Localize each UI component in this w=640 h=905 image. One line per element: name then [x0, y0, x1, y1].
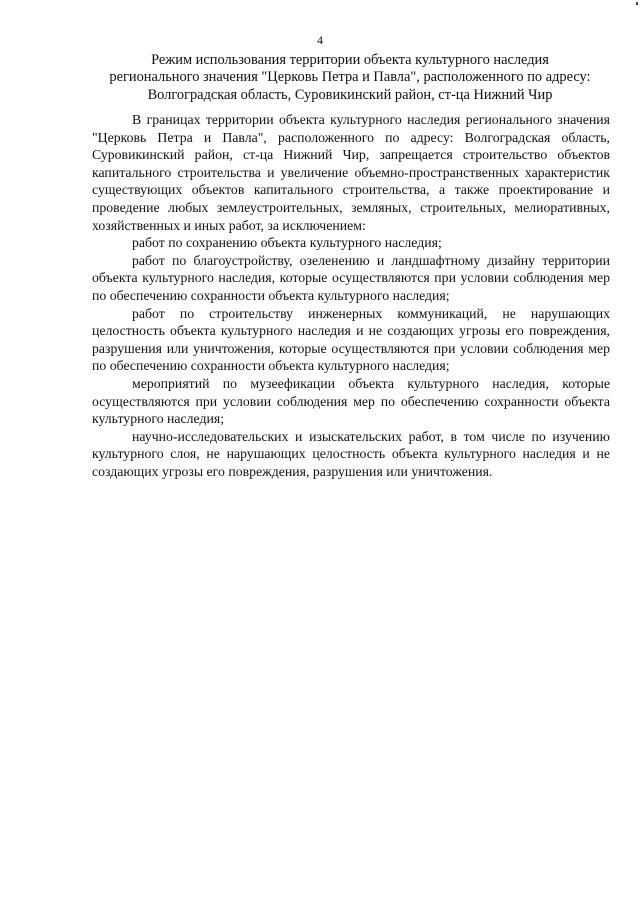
paragraph-exception-2: работ по благоустройству, озеленению и ландшафтному дизайну территории объекта культурного наследия, которые осуществляются при условии соблюдения мер по обеспечению сохранности объекта культурного наследия;: [92, 252, 610, 303]
scan-mark: [636, 2, 638, 5]
paragraph-exception-3: работ по строительству инженерных коммуникаций, не нарушающих целостность объекта культурного наследия и не создающих угрозы его повреждения, разрушения или уничтожения, которые осуществляются при условии соблюдения мер по обеспечению сохранности объекта культурного наследия;: [92, 305, 610, 374]
paragraph-exception-1: работ по сохранению объекта культурного наследия;: [132, 235, 442, 251]
title-line-2: регионального значения "Церковь Петра и Павла", расположенного по адресу:: [109, 69, 591, 86]
paragraph-exception-4: мероприятий по музеефикации объекта культурного наследия, которые осуществляются при условии соблюдения мер по обеспечению сохранности объекта культурного наследия;: [92, 375, 610, 427]
document-body: [92, 111, 610, 480]
title-line-1: Режим использования территории объекта культурного наследия: [151, 52, 549, 68]
paragraph-exception-5: научно-исследовательских и изыскательских работ, в том числе по изучению культурного слоя, не нарушающих целостность объекта культурного наследия и не создающих угрозы его повреждения, разрушения или уничтожения.: [92, 428, 610, 479]
document-title: [90, 52, 610, 104]
page-number: 4: [317, 33, 323, 47]
paragraph-intro: В границах территории объекта культурного наследия регионального значения "Церковь Петра и Павла", расположенного по адресу: Волгоградская область, Суровикинский район, ст-ца Нижний Чир, запрещается строительство объектов капитального строительства и увеличение объемно-пространственных характеристик существующих объектов капитального строительства, а также проектирование и проведение любых землеустроительных, земляных, строительных, мелиоративных, хозяйственных и иных работ, за исключением:: [92, 112, 610, 233]
title-line-3: Волгоградская область, Суровикинский район, ст-ца Нижний Чир: [147, 86, 553, 103]
